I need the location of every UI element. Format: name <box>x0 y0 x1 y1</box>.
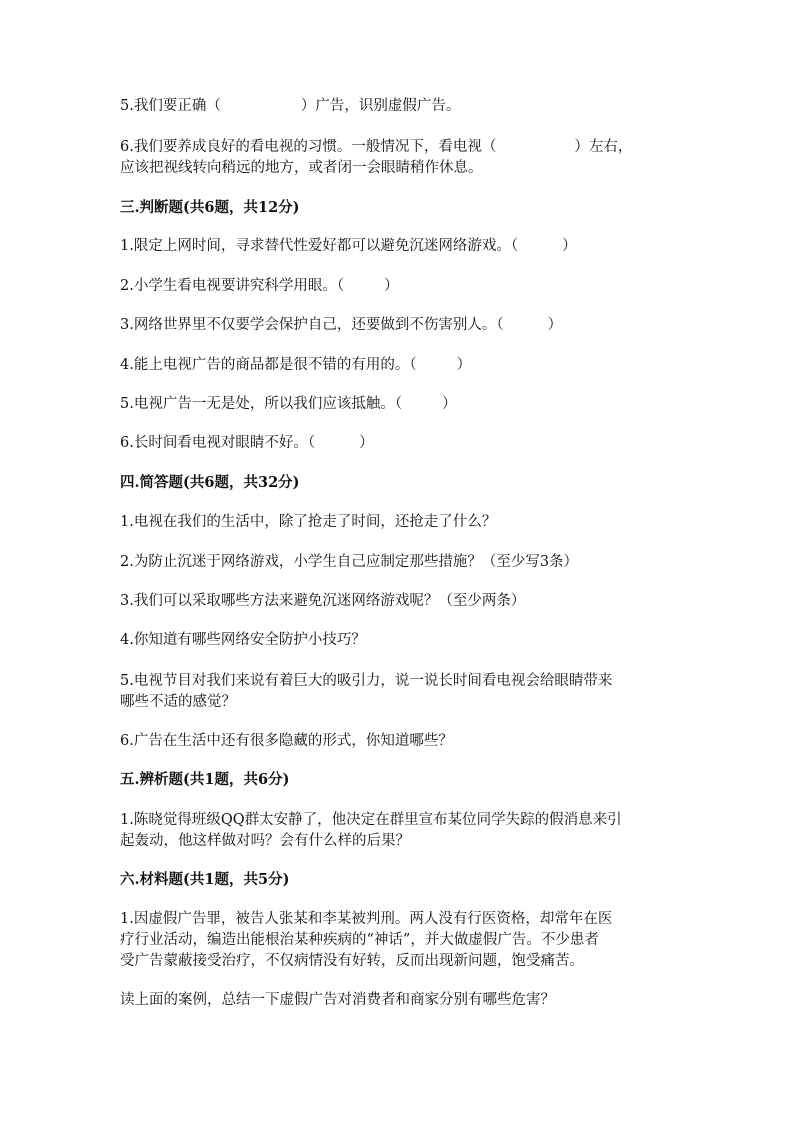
fill-question-6-line-1 <box>120 137 632 157</box>
section-heading-material: 六.材料题(共1题，共5分) <box>120 871 290 888</box>
analysis-item-1-line-2: 起轰动，他这样做对吗？会有什么样的后果？ <box>120 833 410 849</box>
material-paragraph-line-1: 1.因虚假广告罪，被告人张某和李某被判刑。两人没有行医资格，却常年在医 <box>120 911 613 927</box>
material-paragraph-line-3: 受广告蒙蔽接受治疗，不仅病情没有好转，反而出现新问题，饱受痛苦。 <box>120 953 584 969</box>
material-question: 读上面的案例，总结一下虚假广告对消费者和商家分别有哪些危害？ <box>120 992 555 1008</box>
closing-paren: ） <box>359 435 374 451</box>
question-text: 5.电视广告一无是处，所以我们应该抵触。（ <box>120 396 403 412</box>
true-false-item-6 <box>120 433 374 453</box>
question-text: 3.网络世界里不仅要学会保护自己，还要做到不伤害别人。（ <box>120 317 504 333</box>
fill-question-6-after: ）左右， <box>574 139 633 155</box>
fill-question-5 <box>120 96 460 116</box>
true-false-item-2 <box>120 276 399 296</box>
closing-paren: ） <box>562 238 577 254</box>
true-false-item-5 <box>120 394 457 414</box>
question-text: 6.长时间看电视对眼睛不好。（ <box>120 435 316 451</box>
short-answer-item-2: 2.为防止沉迷于网络游戏，小学生自己应制定那些措施？（至少写3条） <box>120 554 579 570</box>
closing-paren: ） <box>456 357 472 373</box>
fill-question-6-before: 6.我们要养成良好的看电视的习惯。一般情况下，看电视（ <box>120 139 497 155</box>
closing-paren: ） <box>384 278 399 294</box>
true-false-item-1 <box>120 236 577 256</box>
material-paragraph-line-2: 疗行业活动，编造出能根治某种疾病的“神话”，并大做虚假广告。不少患者 <box>120 932 599 948</box>
fill-question-6-line-2: 应该把视线转向稍远的地方，或者闭一会眼睛稍作休息。 <box>120 160 483 176</box>
true-false-item-3 <box>120 315 562 335</box>
section-heading-short-answer: 四.简答题(共6题，共32分) <box>120 474 300 491</box>
section-heading-analysis: 五.辨析题(共1题，共6分) <box>120 771 290 788</box>
short-answer-item-5-line-1: 5.电视节目对我们来说有着巨大的吸引力，说一说长时间看电视会给眼睛带来 <box>120 673 613 689</box>
question-text: 1.限定上网时间，寻求替代性爱好都可以避免沉迷网络游戏。（ <box>120 238 519 254</box>
question-text: 4.能上电视广告的商品都是很不错的有用的。（ <box>120 357 417 373</box>
section-heading-true-false: 三.判断题(共6题，共12分) <box>120 199 300 216</box>
fill-question-5-after: ）广告，识别虚假广告。 <box>300 98 461 114</box>
question-text: 2.小学生看电视要讲究科学用眼。（ <box>120 278 345 294</box>
short-answer-item-3: 3.我们可以采取哪些方法来避免沉迷网络游戏呢？（至少两条） <box>120 593 526 609</box>
short-answer-item-6: 6.广告在生活中还有很多隐藏的形式，你知道哪些？ <box>120 733 453 749</box>
true-false-item-4 <box>120 355 471 375</box>
analysis-item-1-line-1: 1.陈晓觉得班级QQ群太安静了，他决定在群里宣布某位同学失踪的假消息来引 <box>120 812 622 828</box>
short-answer-item-5-line-2: 哪些不适的感觉？ <box>120 694 236 710</box>
closing-paren: ） <box>442 396 457 412</box>
closing-paren: ） <box>547 317 563 333</box>
short-answer-item-1: 1.电视在我们的生活中，除了抢走了时间，还抢走了什么？ <box>120 514 497 530</box>
short-answer-item-4: 4.你知道有哪些网络安全防护小技巧？ <box>120 632 366 648</box>
fill-question-5-before: 5.我们要正确（ <box>120 98 221 114</box>
